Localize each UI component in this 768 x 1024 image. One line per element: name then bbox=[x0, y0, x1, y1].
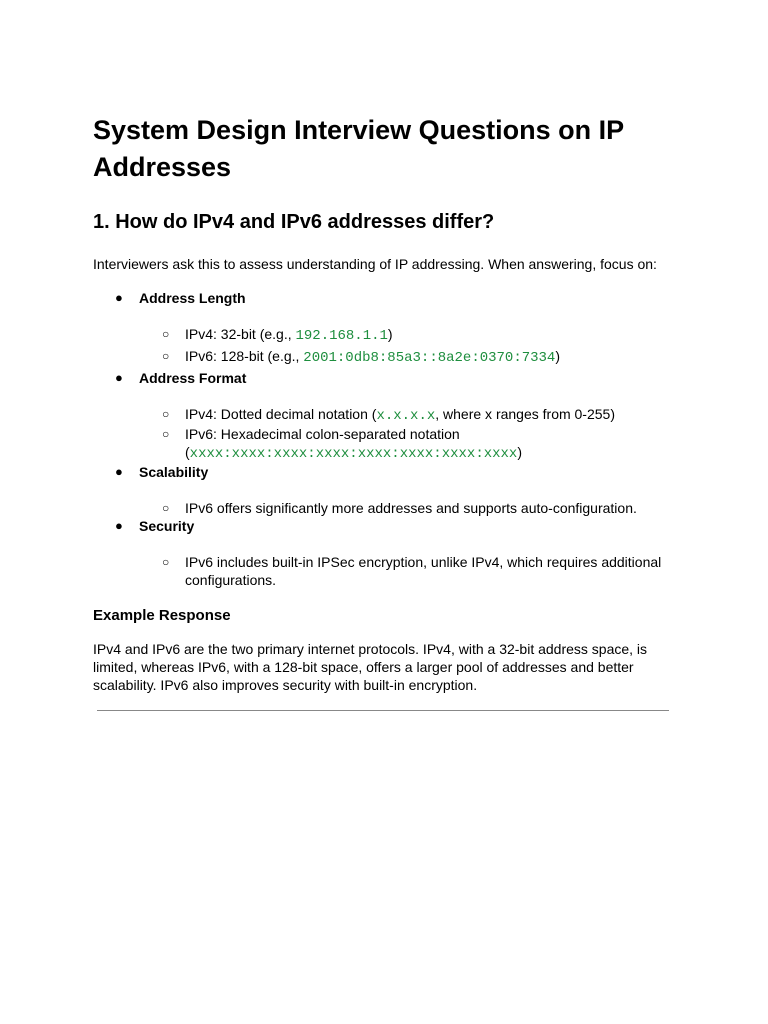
bullet-icon: ● bbox=[115, 464, 123, 479]
circle-bullet-icon: ○ bbox=[162, 427, 170, 441]
page-title: System Design Interview Questions on IP Addresses bbox=[93, 115, 624, 182]
topic-title: Address Length bbox=[139, 290, 246, 306]
sub-item bbox=[139, 499, 673, 517]
intro-paragraph: Interviewers ask this to assess understanding of IP addressing. When answering, focus on: bbox=[93, 256, 657, 272]
sub-item-text: IPv6 offers significantly more addresses and supports auto-configuration. bbox=[185, 500, 637, 516]
topic-title: Scalability bbox=[139, 464, 209, 480]
sub-list bbox=[139, 553, 673, 589]
question-heading: 1. How do IPv4 and IPv6 addresses differ? bbox=[93, 211, 495, 233]
bullet-icon: ● bbox=[115, 370, 123, 385]
circle-bullet-icon: ○ bbox=[162, 407, 170, 421]
code-snippet: xxxx:xxxx:xxxx:xxxx:xxxx:xxxx:xxxx:xxxx bbox=[189, 446, 518, 462]
sub-list bbox=[139, 405, 673, 463]
code-snippet: x.x.x.x bbox=[376, 408, 436, 424]
code-snippet: 192.168.1.1 bbox=[295, 328, 388, 344]
sub-item-text-end: ) bbox=[387, 326, 393, 342]
bullet-icon: ● bbox=[115, 518, 123, 533]
sub-item-text-end: , where x ranges from 0-255) bbox=[435, 406, 615, 422]
topic-item bbox=[93, 369, 673, 463]
code-snippet: 2001:0db8:85a3::8a2e:0370:7334 bbox=[303, 350, 556, 366]
sub-item bbox=[139, 553, 673, 589]
circle-bullet-icon: ○ bbox=[162, 555, 170, 569]
sub-item-text: IPv6: 128-bit (e.g., bbox=[185, 348, 304, 364]
circle-bullet-icon: ○ bbox=[162, 349, 170, 363]
sub-item bbox=[139, 425, 673, 463]
sub-item-text: IPv6 includes built-in IPSec encryption, unlike IPv4, which requires additional configurations. bbox=[185, 554, 662, 588]
sub-item bbox=[139, 347, 673, 367]
topic-item bbox=[93, 463, 673, 517]
circle-bullet-icon: ○ bbox=[162, 327, 170, 341]
sub-item bbox=[139, 405, 673, 425]
circle-bullet-icon: ○ bbox=[162, 501, 170, 515]
sub-list bbox=[139, 325, 673, 367]
sub-item-text-end: ) bbox=[555, 348, 561, 364]
horizontal-divider bbox=[97, 710, 669, 711]
bullet-icon: ● bbox=[115, 290, 123, 305]
sub-item-text: IPv6: Hexadecimal colon-separated notation ( bbox=[185, 426, 460, 460]
topic-title: Security bbox=[139, 518, 195, 534]
topic-title: Address Format bbox=[139, 370, 247, 386]
sub-item-text: IPv4: 32-bit (e.g., bbox=[185, 326, 296, 342]
topic-item bbox=[93, 289, 673, 367]
example-paragraph: IPv4 and IPv6 are the two primary internet protocols. IPv4, with a 32-bit address space, is limited, whereas IPv6, with a 128-bit space, offers a larger pool of addresses and better scalability. IPv6 also improves security with built-in encryption. bbox=[93, 641, 648, 693]
sub-item-text-end: ) bbox=[517, 444, 522, 460]
topic-list bbox=[93, 289, 673, 589]
sub-item-text: IPv4: Dotted decimal notation ( bbox=[185, 406, 377, 422]
sub-item bbox=[139, 325, 673, 345]
sub-list bbox=[139, 499, 673, 517]
example-heading: Example Response bbox=[93, 607, 231, 624]
document-page bbox=[93, 112, 673, 694]
topic-item bbox=[93, 517, 673, 589]
